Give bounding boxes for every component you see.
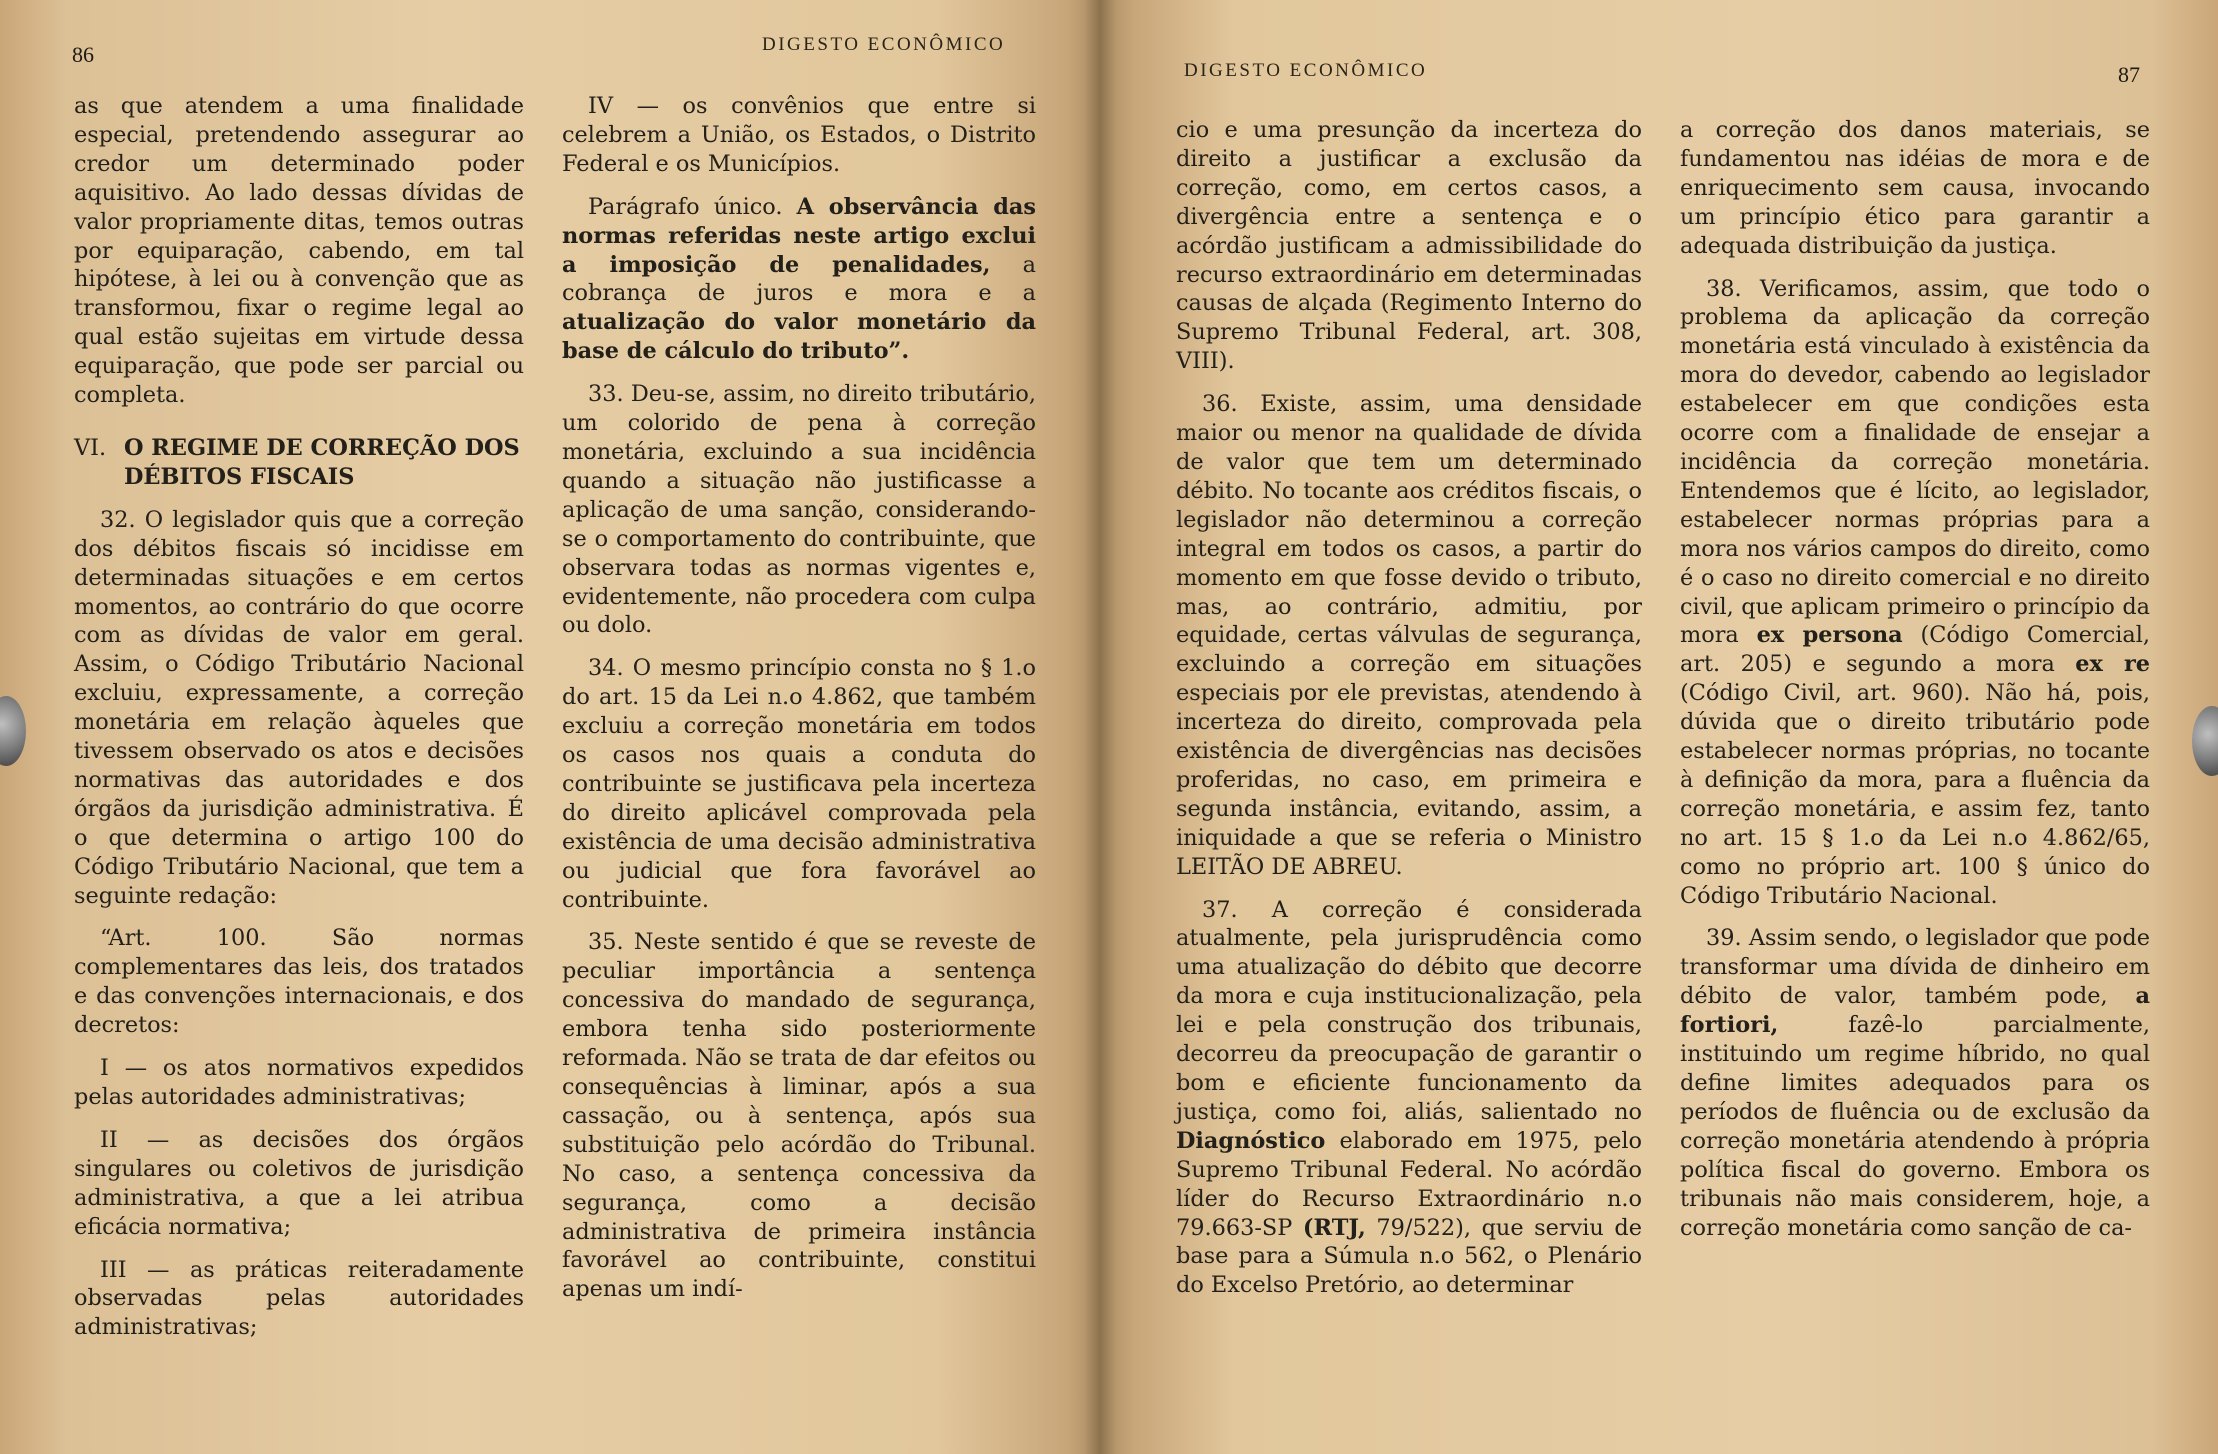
quote-item-iv: IV — os convênios que entre si celebrem a União, os Estados, o Distrito Federal e os Municípios. [562, 93, 1036, 177]
bold-text: ex persona [1756, 622, 1903, 649]
bold-text: a fortiori, [1680, 983, 2150, 1039]
bold-text: Diagnóstico [1176, 1127, 1326, 1154]
plain-text: a cobrança de juros e mora e a [562, 251, 1036, 307]
binder-pin-left [0, 696, 26, 766]
plain-text: (Código Civil, art. 960). Não há, pois, dúvida que o direito tributário pode estabelecer normas próprias, no tocante à definição da mora, para a fluência da correção monetária, e assim fez, tanto no art. 15 § 1.o da Lei n.o 4.862/65, como no próprio art. 100 § único do Código Tributário Nacional. [1680, 680, 2150, 909]
running-header-left: DIGESTO ECONÔMICO [762, 34, 1006, 55]
right-page [1100, 0, 2218, 1454]
bold-text: atualização do valor monetário da base de cálculo do tributo”. [562, 309, 1036, 365]
quote-art-100: “Art. 100. São normas complementares das leis, dos tratados e das convenções internacionais, e dos decretos: [74, 925, 524, 1039]
plain-text: elaborado em 1975, pelo Supremo Tribunal Federal. No acórdão líder do Recurso Extraordinário n.o 79.663-SP [1176, 1127, 1642, 1241]
paragrafo-unico [562, 193, 1036, 366]
page-number-right: 87 [2118, 62, 2140, 87]
left-page [0, 0, 1100, 1454]
section-number: VI. [74, 434, 107, 461]
left-column-2 [562, 92, 1036, 1318]
paragraph-32: 32. O legislador quis que a correção dos débitos fiscais só incidisse em determinadas situações e em certos momentos, ao contrário do que ocorre com as dívidas de valor em geral. Assim, o Código Tributário Nacional excluiu, expressamente, a correção monetária em relação àqueles que tivessem observado os atos e decisões normativas das autoridades e dos órgãos da jurisdição administrativa. É o que determina o artigo 100 do Código Tributário Nacional, que tem a seguinte redação: [74, 506, 524, 909]
binder-pin-right [2192, 706, 2218, 776]
right-column-2 [1680, 116, 2150, 1256]
paragraph: a correção dos danos materiais, se fundamentou nas idéias de mora e de enriquecimento sem causa, invocando um princípio ético para garantir a adequada distribuição da justiça. [1680, 117, 2150, 259]
section-heading [74, 434, 524, 492]
paragraph-34: 34. O mesmo princípio consta no § 1.o do art. 15 da Lei n.o 4.862, que também excluiu a correção monetária em todos os casos nos quais a conduta do contribuinte se justificava pela incerteza do direito aplicável comprovada pela existência de uma decisão administrativa ou judicial que fora favorável ao contribuinte. [562, 655, 1036, 913]
paragraph-35: 35. Neste sentido é que se reveste de peculiar importância a sentença concessiva do mandado de segurança, embora tenha sido posteriormente reformada. Não se trata de dar efeitos ou consequências à liminar, após a sua cassação, ou à sentença, após sua substituição pelo acórdão do Tribunal. No caso, a sentença concessiva da segurança, como a decisão administrativa de primeira instância favorável ao contribuinte, constitui apenas um indí- [562, 929, 1036, 1303]
plain-text: (Código Comercial, art. 205) e segundo a mora [1680, 622, 2151, 678]
plain-text: 38. Verificamos, assim, que todo o problema da aplicação da correção monetária está vinculado à existência da mora do devedor, cabendo ao legislador estabelecer em que condições esta ocorre com a finalidade de ensejar a incidência da correção monetária. Entendemos que é lícito, ao legislador, estabelecer normas próprias para a mora nos vários campos do direito, como é o caso no direito comercial e no direito civil, que aplicam primeiro o princípio da mora [1680, 275, 2150, 649]
book-gutter [1084, 0, 1116, 1454]
paragraph-38 [1680, 275, 2150, 911]
plain-text: 79/522), que serviu de base para a Súmula n.o 562, o Plenário do Excelso Pretório, ao determinar [1176, 1214, 1642, 1299]
plain-text: 37. A correção é considerada atualmente, pela jurisprudência como uma atualização do débito que decorre da mora e cuja institucionalização, pela lei e pela construção dos tribunais, decorreu da preocupação de garantir o bom e eficiente funcionamento da justiça, como foi, aliás, salientado no [1176, 896, 1642, 1125]
running-header-right: DIGESTO ECONÔMICO [1184, 60, 1428, 81]
quote-item-ii: II — as decisões dos órgãos singulares ou coletivos de jurisdição administrativa, a que a lei atribua eficácia normativa; [74, 1126, 524, 1240]
right-column-1 [1176, 116, 1642, 1314]
plain-text: 39. Assim sendo, o legislador que pode transformar uma dívida de dinheiro em débito de valor, também pode, [1680, 925, 2150, 1010]
bold-text: A observância das normas referidas neste artigo exclui a imposição de penalidades, [562, 193, 1037, 278]
page-number-left: 86 [72, 42, 94, 67]
paragraph-33: 33. Deu-se, assim, no direito tributário, um colorido de pena à correção monetária, excluindo a sua incidência quando a situação não justificasse a aplicação de uma sanção, considerando-se o comportamento do contribuinte, que observara todas as normas vigentes e, evidentemente, não procedera com culpa ou dolo. [562, 381, 1036, 639]
bold-text: (RTJ, [1302, 1214, 1366, 1241]
paragrafo-label: Parágrafo único. [588, 193, 783, 220]
plain-text: fazê-lo parcialmente, instituindo um regime híbrido, no qual define limites adequados para os períodos de fluência ou de exclusão da correção monetária atendendo à própria política fiscal do governo. Embora os tribunais não mais considerem, hoje, a correção monetária como sanção de ca- [1680, 1012, 2150, 1241]
paragraph: as que atendem a uma finalidade especial, pretendendo assegurar ao credor um determinado poder aquisitivo. Ao lado dessas dívidas de valor propriamente ditas, temos outras por equiparação, cabendo, em tal hipótese, à lei ou à convenção que as transformou, fixar o regime legal ao qual estão sujeitas em virtude dessa equiparação, que pode ser parcial ou completa. [74, 93, 524, 409]
paragraph-37 [1176, 896, 1642, 1301]
left-column-1 [74, 92, 524, 1356]
paragraph-39 [1680, 924, 2150, 1242]
section-title: O REGIME DE CORREÇÃO DOS DÉBITOS FISCAIS [124, 434, 520, 490]
quote-item-i: I — os atos normativos expedidos pelas autoridades administrativas; [74, 1055, 524, 1110]
paragraph-36: 36. Existe, assim, uma densidade maior ou menor na qualidade de dívida de valor que tem um determinado débito. No tocante aos créditos fiscais, o legislador não determinou a correção integral em todos os casos, a partir do momento em que fosse devido o tributo, mas, ao contrário, admitiu, por equidade, certas válvulas de segurança, excluindo a correção em situações especiais por ele previstas, atendendo à incerteza do direito, comprovada pela existência de divergências nas decisões proferidas, no caso, em primeira e segunda instância, evitando, assim, a iniquidade a que se referia o Ministro LEITÃO DE ABREU. [1176, 391, 1642, 880]
quote-item-iii: III — as práticas reiteradamente observadas pelas autoridades administrativas; [74, 1256, 524, 1341]
paragraph: cio e uma presunção da incerteza do direito a justificar a exclusão da correção, como, em certos casos, a divergência entre a sentença e o acórdão justificam a admissibilidade do recurso extraordinário em determinadas causas de alçada (Regimento Interno do Supremo Tribunal Federal, art. 308, VIII). [1176, 117, 1642, 375]
bold-text: ex re [2075, 651, 2150, 678]
